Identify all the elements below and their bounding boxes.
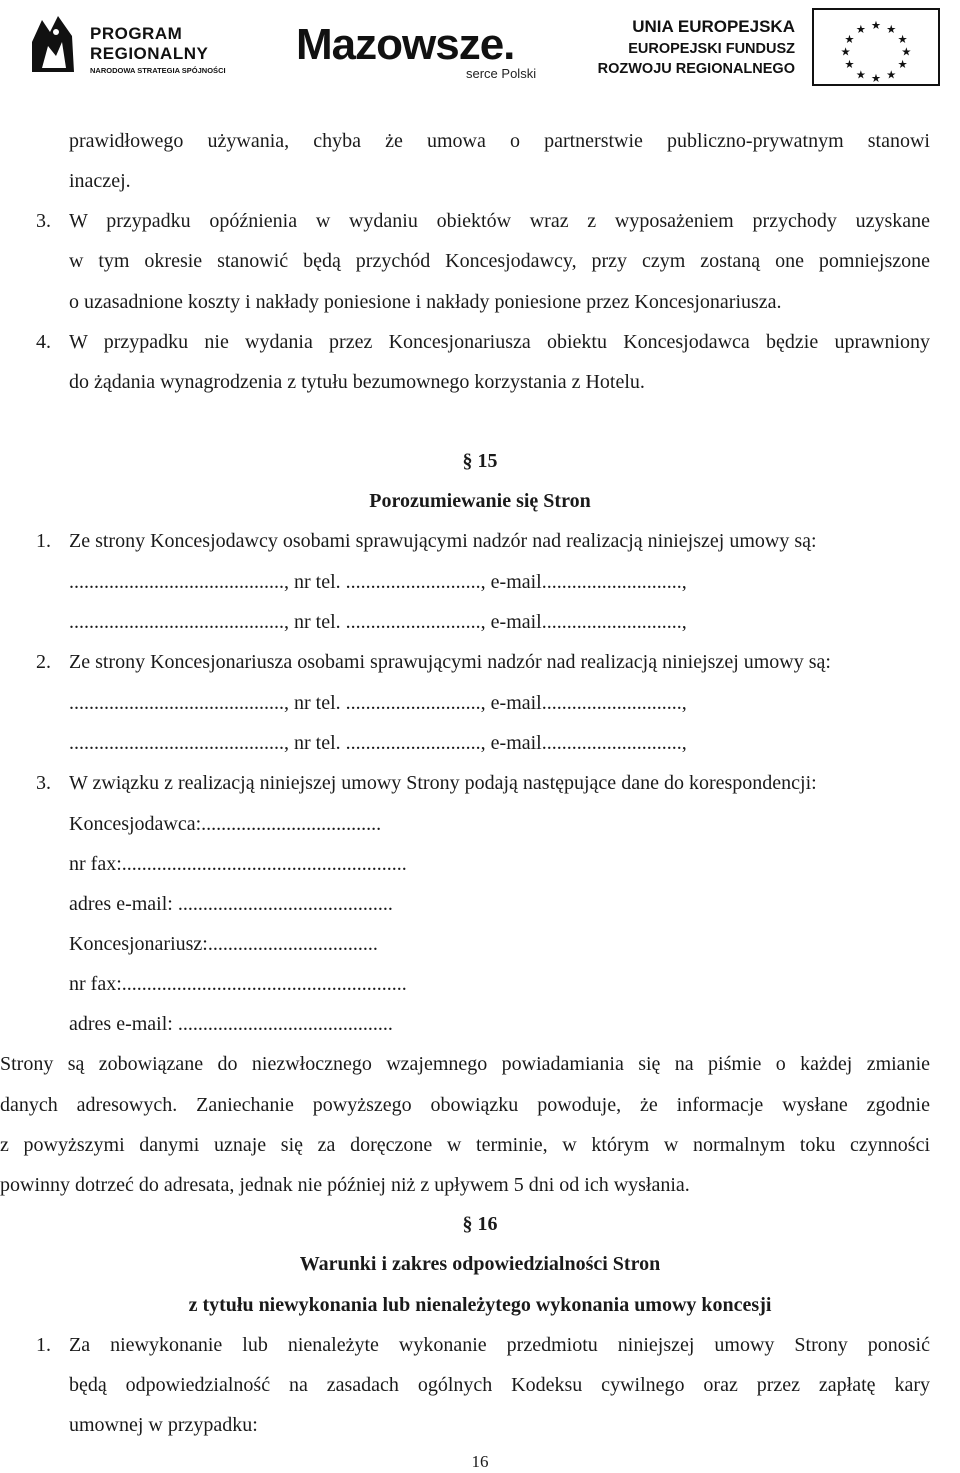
item-number-3: 3. — [36, 210, 51, 232]
field-koncesjodawca: Koncesjodawca:.................................... — [69, 813, 382, 835]
svg-text:★: ★ — [840, 44, 851, 59]
field-email-2: adres e-mail: ........................................... — [69, 1013, 393, 1035]
mazowsze-logo — [296, 8, 566, 84]
mazowsze-subtitle: serce Polski — [466, 66, 537, 81]
body-line-5: o uzasadnione koszty i nakłady poniesione i nakłady poniesione przez Koncesjonariusza. — [69, 291, 782, 313]
section-15-number: § 15 — [462, 450, 498, 472]
svg-text:★: ★ — [897, 56, 908, 71]
program-emblem-icon — [28, 12, 78, 76]
item-number-4: 4. — [36, 331, 51, 353]
s15-item-1: Ze strony Koncesjodawcy osobami sprawującymi nadzór nad realizacją niniejszej umowy są: — [69, 530, 817, 552]
svg-text:★: ★ — [844, 56, 855, 71]
field-fax-1: nr fax:......................................................... — [69, 853, 407, 875]
mazowsze-wordmark: Mazowsze. — [296, 20, 515, 69]
svg-text:★: ★ — [901, 44, 912, 59]
s15-contact-2: ..........................................., nr tel. ..........................., e-mail............................, — [69, 611, 687, 633]
s15-item-number-2: 2. — [36, 651, 51, 673]
s15-item-2: Ze strony Koncesjonariusza osobami sprawującymi nadzór nad realizacją niniejszej umowy są: — [69, 651, 831, 673]
s15-item-number-3: 3. — [36, 772, 51, 794]
body-line-6: W przypadku nie wydania przez Koncesjonariusza obiektu Koncesjodawca będzie uprawniony — [69, 331, 930, 353]
svg-text:★: ★ — [844, 32, 855, 47]
section-15-title: Porozumiewanie się Stron — [369, 490, 591, 512]
body-line-7: do żądania wynagrodzenia z tytułu bezumownego korzystania z Hotelu. — [69, 371, 645, 393]
field-fax-2: nr fax:......................................................... — [69, 973, 407, 995]
svg-text:★: ★ — [886, 21, 897, 36]
svg-text:★: ★ — [870, 71, 882, 86]
paragraph-line-2: danych adresowych. Zaniechanie powyższego obowiązku powoduje, że informacje wysłane zgodnie — [0, 1094, 930, 1116]
program-regionalny-logo — [28, 8, 248, 84]
program-line3: NARODOWA STRATEGIA SPÓJNOŚCI — [90, 66, 226, 75]
field-koncesjonariusz: Koncesjonariusz:.................................. — [69, 933, 378, 955]
page-number: 16 — [471, 1452, 489, 1471]
s16-item-line-3: umownej w przypadku: — [69, 1414, 258, 1436]
eu-flag-icon — [812, 8, 940, 86]
eu-line1: UNIA EUROPEJSKA — [632, 17, 795, 36]
s15-contact-3: ..........................................., nr tel. ..........................., e-mail............................, — [69, 692, 687, 714]
svg-text:★: ★ — [855, 21, 866, 36]
section-16-title-2: z tytułu niewykonania lub nienależytego wykonania umowy koncesji — [188, 1294, 772, 1316]
s16-item-line-1: Za niewykonanie lub nienależyte wykonanie przedmiotu niniejszej umowy Strony ponosić — [69, 1334, 930, 1356]
s15-contact-1: ..........................................., nr tel. ..........................., e-mail............................, — [69, 571, 687, 593]
paragraph-line-4: powinny dotrzeć do adresata, jednak nie później niż z upływem 5 dni od ich wysłania. — [0, 1174, 690, 1196]
s15-item-3: W związku z realizacją niniejszej umowy Strony podają następujące dane do korespondencji: — [69, 772, 817, 794]
paragraph-line-3: z powyższymi danymi uznaje się za doręczone w terminie, w którym w normalnym toku czynności — [0, 1134, 930, 1156]
program-line1: PROGRAM — [90, 24, 183, 43]
s16-item-line-2: będą odpowiedzialność na zasadach ogólnych Kodeksu cywilnego oraz przez zapłatę kary — [69, 1374, 930, 1396]
svg-text:★: ★ — [886, 67, 897, 82]
program-line2: REGIONALNY — [90, 44, 209, 63]
eu-line3: ROZWOJU REGIONALNEGO — [597, 61, 795, 77]
s15-contact-4: ..........................................., nr tel. ..........................., e-mail............................, — [69, 732, 687, 754]
eu-line2: EUROPEJSKI FUNDUSZ — [628, 41, 795, 57]
body-line-1: prawidłowego używania, chyba że umowa o partnerstwie publiczno-prywatnym stanowi — [69, 130, 930, 152]
section-16-number: § 16 — [462, 1213, 498, 1235]
s15-item-number-1: 1. — [36, 530, 51, 552]
section-16-title-1: Warunki i zakres odpowiedzialności Stron — [299, 1253, 661, 1275]
svg-text:★: ★ — [897, 32, 908, 47]
field-email-1: adres e-mail: ........................................... — [69, 893, 393, 915]
s16-item-number-1: 1. — [36, 1334, 51, 1356]
eu-logo — [590, 8, 940, 86]
svg-text:★: ★ — [870, 17, 882, 32]
body-line-2: inaczej. — [69, 170, 131, 192]
svg-text:★: ★ — [855, 67, 866, 82]
body-line-3: W przypadku opóźnienia w wydaniu obiektów wraz z wyposażeniem przychody uzyskane — [69, 210, 930, 232]
body-line-4: w tym okresie stanowić będą przychód Koncesjodawcy, przy czym zostaną one pomniejszone — [69, 250, 930, 272]
paragraph-line-1: Strony są zobowiązane do niezwłocznego wzajemnego powiadamiania się na piśmie o każdej zmianie — [0, 1053, 930, 1075]
